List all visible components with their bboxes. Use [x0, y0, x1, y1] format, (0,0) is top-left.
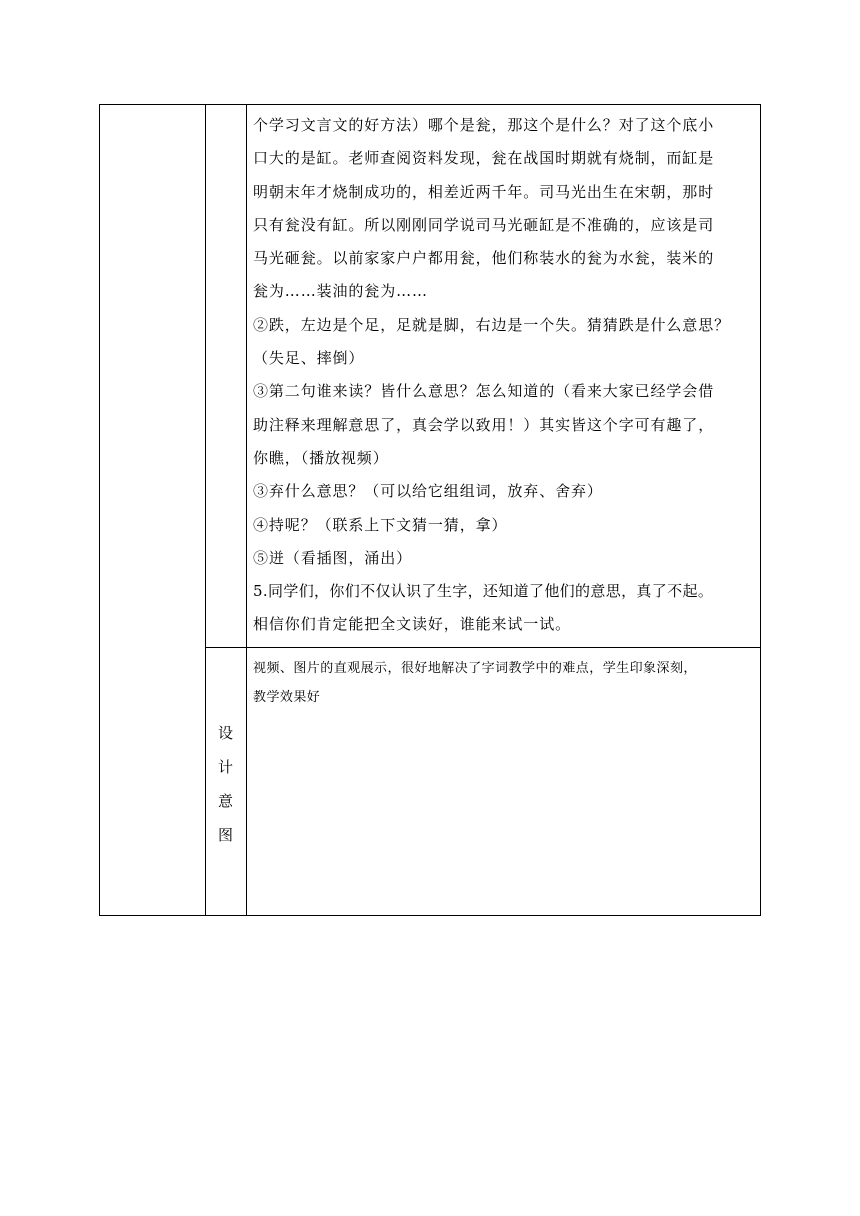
content-line: 助注释来理解意思了，真会学以致用！）其实皆这个字可有趣了，	[253, 415, 715, 434]
design-intent-line: 视频、图片的直观展示，很好地解决了字词教学中的难点，学生印象深刻，	[253, 661, 697, 676]
content-line: ④持呢？（联系上下文猜一猜，拿）	[253, 515, 508, 534]
content-line: 相信你们肯定能把全文读好，谁能来试一试。	[253, 615, 572, 634]
design-intent-label-char: 意	[217, 792, 233, 810]
lesson-process-cell	[253, 109, 758, 642]
design-intent-label-char: 图	[217, 826, 233, 844]
design-intent-line: 教学效果好	[253, 690, 321, 705]
content-line: ②跌，左边是个足，足就是脚，右边是一个失。猜猜跌是什么意思？	[253, 315, 731, 334]
design-intent-label-char: 计	[217, 758, 233, 776]
content-line: 5.同学们，你们不仅认识了生字，还知道了他们的意思，真了不起。	[253, 582, 714, 601]
design-intent-cell	[253, 654, 758, 712]
content-line: 明朝末年才烧制成功的，相差近两千年。司马光出生在宋朝，那时	[253, 182, 715, 201]
content-line: 个学习文言文的好方法）哪个是瓮，那这个是什么？对了这个底小	[253, 116, 715, 134]
content-line: 只有瓮没有缸。所以刚刚同学说司马光砸缸是不准确的，应该是司	[253, 215, 715, 234]
content-line: 口大的是缸。老师查阅资料发现，瓮在战国时期就有烧制，而缸是	[253, 149, 715, 168]
content-line: 瓮为……装油的瓮为……	[253, 282, 428, 301]
content-line: ③弃什么意思？（可以给它组组词，放弃、舍弃）	[253, 482, 603, 501]
design-intent-label-char: 设	[217, 724, 233, 742]
content-line: 马光砸瓮。以前家家户户都用瓮，他们称装水的瓮为水瓮，装米的	[253, 249, 715, 268]
table-column-divider	[246, 105, 247, 915]
content-line: ⑤迸（看插图，涌出）	[253, 548, 413, 567]
lesson-plan-table	[99, 104, 761, 916]
design-intent-label	[205, 716, 246, 852]
content-line: （失足、摔倒）	[253, 349, 365, 368]
content-line: ③第二句谁来读？皆什么意思？怎么知道的（看来大家已经学会借	[253, 382, 715, 401]
content-line: 你瞧，（播放视频）	[253, 448, 389, 467]
table-row-divider	[205, 647, 760, 648]
